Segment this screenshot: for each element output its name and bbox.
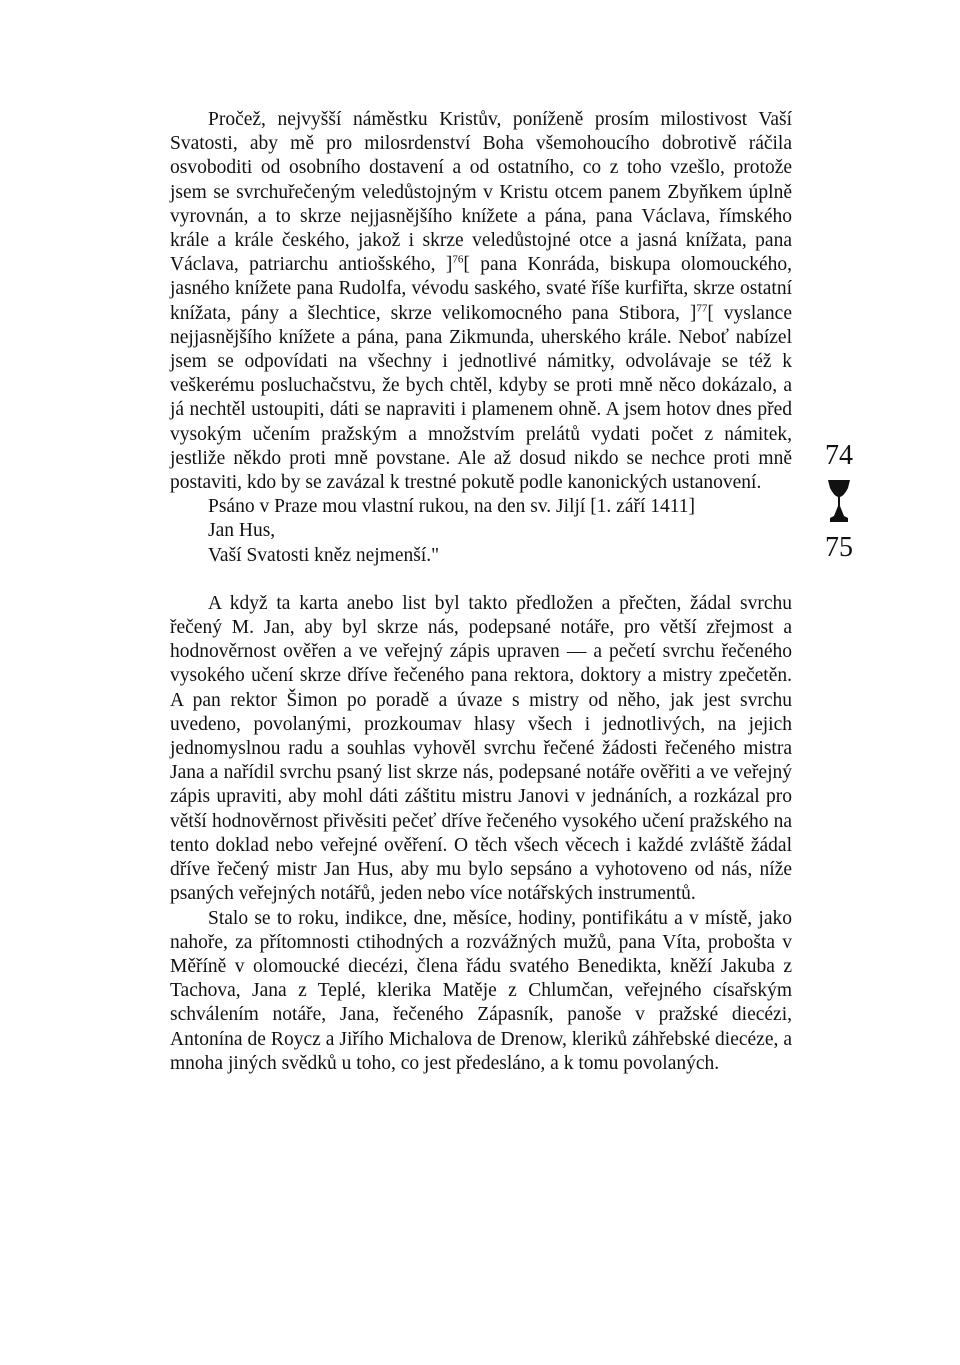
page-number-bottom: 75	[825, 532, 853, 563]
paragraph-notary: A když ta karta anebo list byl takto předložen a přečten, žádal svrchu řečený M. Jan, aby byl skrze nás, podepsané notáře, pro větší zřejmost a hodnověrnost ověřen a ve veřejný zápis upraven — a pečetí svrchu řečeného vysokého učení skrze dříve řečeného pana rektora, doktory a mistry zpečetěn. A pan rektor Šimon po poradě a úvaze s mistry od něho, jak jest svrchu uvedeno, povolanými, prozkoumav hlasy všech i jednotlivých, na jejich jednomyslnou radu a souhlas vyhověl svrchu řečené žádosti řečeného mistra Jana a nařídil svrchu psaný list skrze nás, podepsané notáře ověřiti a ve veřejný zápis upraviti, aby mohl dáti záštitu mistru Janovi v jednáních, a rozkázal pro větší hodnověrnost přivěsiti pečeť dříve řečeného vysokého učení pražského na tento doklad nebo veřejné ověření. O těch všech věcech i každé zvláště žádal dříve řečený mistr Jan Hus, aby mu bylo sepsáno a vyhotoveno od nás, níže psaných veřejných notářů, jeden nebo více notářských instrumentů.	[170, 592, 792, 905]
chalice-icon	[826, 478, 852, 526]
footnote-ref: 77	[696, 302, 708, 315]
paragraph-gap	[170, 568, 792, 592]
closing-title: Vaší Svatosti kněz nejmenší."	[208, 544, 440, 566]
closing-signature: Jan Hus,	[208, 520, 276, 542]
closing-date-line: Psáno v Praze mou vlastní rukou, na den sv. Jiljí [1. září 1411]	[208, 496, 696, 518]
margin-page-marker	[814, 440, 864, 564]
text-run: [ pana Konráda, biskupa olomouckého, jasného knížete pana Rudolfa, vévodu saského, svaté říše kurfiřta, skrze ostatní knížata, pány a šlechtice, skrze velikomocného pana Stibora, ]	[170, 254, 792, 324]
text-run: Pročež, nejvyšší náměstku Kristův, poníženě prosím milostivost Vaší Svatosti, aby mě pro milosrdenství Boha všemohoucího dobrotivě ráčila osvoboditi od osobního dostavení a od ostatního, co z toho vzešlo, protože jsem se svrchuřečeným veledůstojným v Kristu otcem panem Zbyňkem úplně vyrovnán, a to skrze nejjasnějšího knížete a pána, pana Václava, římského krále a krále českého, jakož i skrze veledůstojné otce a jasná knížata, pana Václava, patriarchu antiošského, ]	[170, 109, 792, 276]
page-number-top: 74	[825, 440, 853, 471]
paragraph-witnesses: Stalo se to roku, indikce, dne, měsíce, hodiny, pontifikátu a v místě, jako nahoře, za přítomnosti ctihodných a rozvážných mužů, pana Víta, probošta v Měříně v olomoucké diecézi, člena řádu svatého Benedikta, kněží Jakuba z Tachova, Jana z Teplé, klerika Matěje z Chlumčan, veřejného císařským schválením notáře, Jana, řečeného Zápasník, panoše v pražské diecézi, Antonína de Roycz a Jiřího Michalova de Drenow, kleriků záhřebské diecéze, a mnoha jiných svědků u toho, co jest předesláno, a k tomu povolaných.	[170, 907, 792, 1074]
paragraph-letter-end	[170, 108, 792, 495]
footnote-ref: 76	[452, 253, 464, 266]
text-run: [ vyslance nejjasnějšího knížete a pána, pana Zikmunda, uherského krále. Neboť nabízel jsem se odpovídati na všechny i jednotlivé námitky, odvolávaje se též k veškerému posluchačstvu, že bych chtěl, kdyby se proti mně něco dokázalo, a já nechtěl ustoupiti, dáti se napraviti i plamenem ohně. A jsem hotov dnes před vysokým učením pražským a množstvím prelátů vydati počet z námitek, jestliže někdo proti mně povstane. Ale až dosud nikdo se nechce proti mně postaviti, kdo by se zavázal k trestné pokutě podle kanonických ustanovení.	[170, 302, 792, 494]
main-text	[170, 108, 792, 1076]
